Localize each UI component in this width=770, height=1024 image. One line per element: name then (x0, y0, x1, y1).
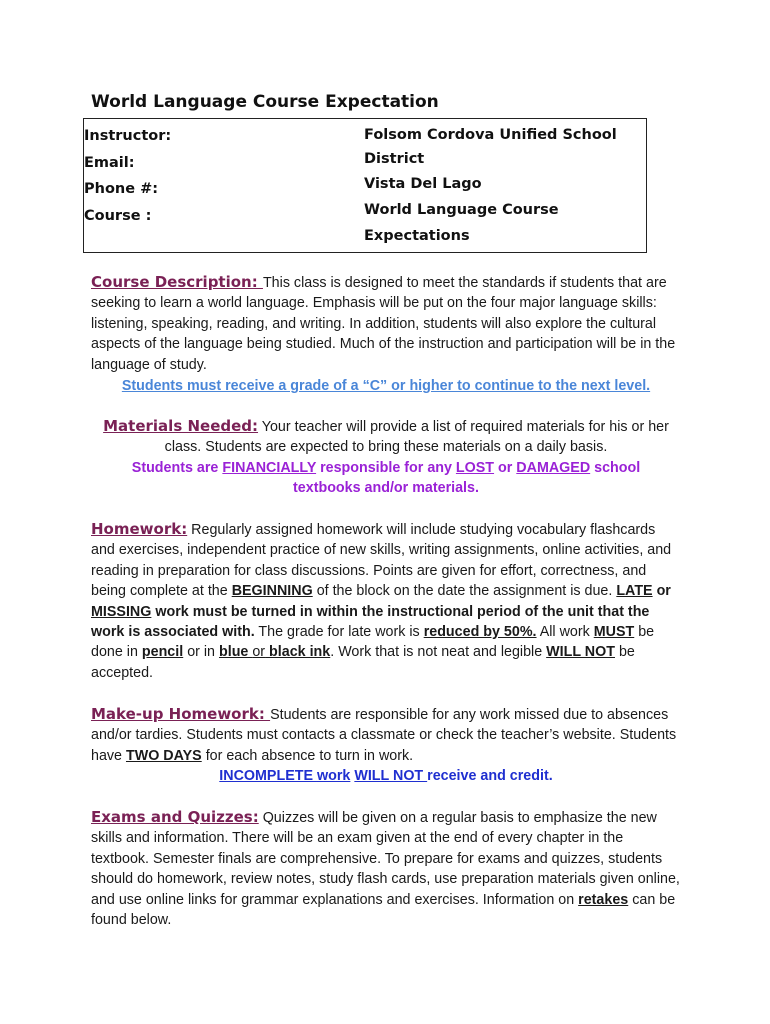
course-info-box (83, 118, 647, 253)
homework-text: be accepted. (91, 644, 635, 681)
emph-black-ink: black ink (265, 644, 331, 661)
exams-text: can be found below. (91, 891, 676, 929)
note-rest: receive and credit. (427, 768, 553, 785)
makeup-text: for each absence to turn in work. (201, 747, 414, 764)
course-line-2: Expectations (364, 228, 470, 244)
emph-retakes: retakes (578, 891, 629, 908)
course-description-heading: Course Description: (91, 273, 263, 291)
grade-requirement-note: Students must receive a grade of a “C” or higher to continue to the next level. (121, 378, 651, 395)
email-label: Email: (84, 154, 135, 171)
district-line-2: District (364, 151, 425, 167)
school-name: Vista Del Lago (364, 176, 482, 192)
homework-section (91, 519, 681, 683)
homework-text: . Work that is not neat and legible (330, 644, 547, 661)
emph-late: LATE (616, 583, 653, 600)
note-incomplete: INCOMPLETE (219, 768, 317, 785)
incomplete-note (91, 766, 681, 786)
info-labels (84, 123, 171, 229)
warn-text: or (494, 459, 517, 476)
makeup-heading: Make-up Homework: (91, 705, 271, 723)
homework-text: The grade for late work is (254, 624, 424, 641)
warn-text: Students are (131, 459, 223, 476)
homework-or: or (252, 644, 266, 661)
course-line-1: World Language Course (364, 202, 559, 218)
course-description-section (91, 272, 681, 396)
makeup-text: Students are responsible for any work missed due to absences and/or tardies. Students must contacts a classmate or check the teacher’s website. Students have (91, 707, 677, 764)
emph-must: MUST (593, 624, 635, 641)
homework-text: All work (536, 624, 594, 641)
warn-financially: FINANCIALLY (222, 459, 317, 476)
homework-text: or in (183, 644, 219, 661)
makeup-section (91, 704, 681, 787)
makeup-paragraph (91, 704, 681, 766)
exams-paragraph (91, 807, 681, 930)
warn-text: responsible for any (316, 459, 456, 476)
emph-late-policy: work must be turned in within the instructional period of the unit that the work is associated with. (91, 603, 650, 641)
course-label: Course : (84, 207, 152, 224)
homework-heading: Homework: (91, 520, 188, 538)
note-work: work (316, 768, 351, 785)
homework-paragraph (91, 519, 681, 683)
materials-section (96, 416, 676, 499)
materials-heading: Materials Needed: (103, 417, 259, 435)
materials-warning (96, 458, 676, 499)
warn-lost: LOST (455, 459, 495, 476)
info-values (364, 123, 644, 249)
materials-text: Your teacher will provide a list of required materials for his or her class. Students are expected to bring these materials on a daily basis. (164, 419, 669, 456)
note-will-not: WILL NOT (354, 768, 428, 785)
phone-label: Phone #: (84, 181, 159, 197)
emph-will-not: WILL NOT (546, 644, 615, 661)
homework-text: of the block on the date the assignment is due. (312, 583, 617, 600)
course-description-paragraph (91, 272, 681, 375)
course-description-text: This class is designed to meet the standards if students that are seeking to learn a world language. Emphasis will be put on the four major language skills: listening, speaking, reading, and writing. In addition, students will also explore the cultural aspects of the language being studied. Much of the instruction and participation will be in the language of study. (91, 275, 676, 373)
emph-reduced: reduced by 50%. (423, 624, 537, 641)
district-line-1: Folsom Cordova Unified School (364, 127, 617, 143)
exams-text: Quizzes will be given on a regular basis to emphasize the new skills and information. There will be an exam given at the end of every chapter in the textbook. Semester finals are comprehensive. To prepare for exams and quizzes, students should do homework, review notes, study flash cards, use preparation materials given online, and use online links for grammar explanations and exercises. Information on (91, 810, 680, 908)
instructor-label: Instructor: (84, 128, 172, 144)
homework-text: Regularly assigned homework will include studying vocabulary flashcards and exercises, independent practice of new skills, writing assignments, online activities, and reading in preparation for class discussions. Points are given for effort, correctness, and being complete at the (91, 522, 672, 600)
warn-damaged: DAMAGED (516, 459, 591, 476)
warn-text: school textbooks and/or materials. (293, 459, 641, 497)
emph-or: or (652, 583, 671, 600)
emph-two-days: TWO DAYS (125, 747, 202, 764)
materials-paragraph (96, 416, 676, 458)
emph-blue: blue (218, 644, 253, 661)
emph-beginning: BEGINNING (231, 583, 313, 600)
exams-heading: Exams and Quizzes: (91, 808, 259, 826)
homework-text: be done in (91, 624, 655, 661)
exams-section (91, 807, 681, 930)
page-title: World Language Course Expectation (91, 92, 439, 112)
emph-missing: MISSING (91, 603, 152, 620)
emph-pencil: pencil (141, 644, 184, 661)
